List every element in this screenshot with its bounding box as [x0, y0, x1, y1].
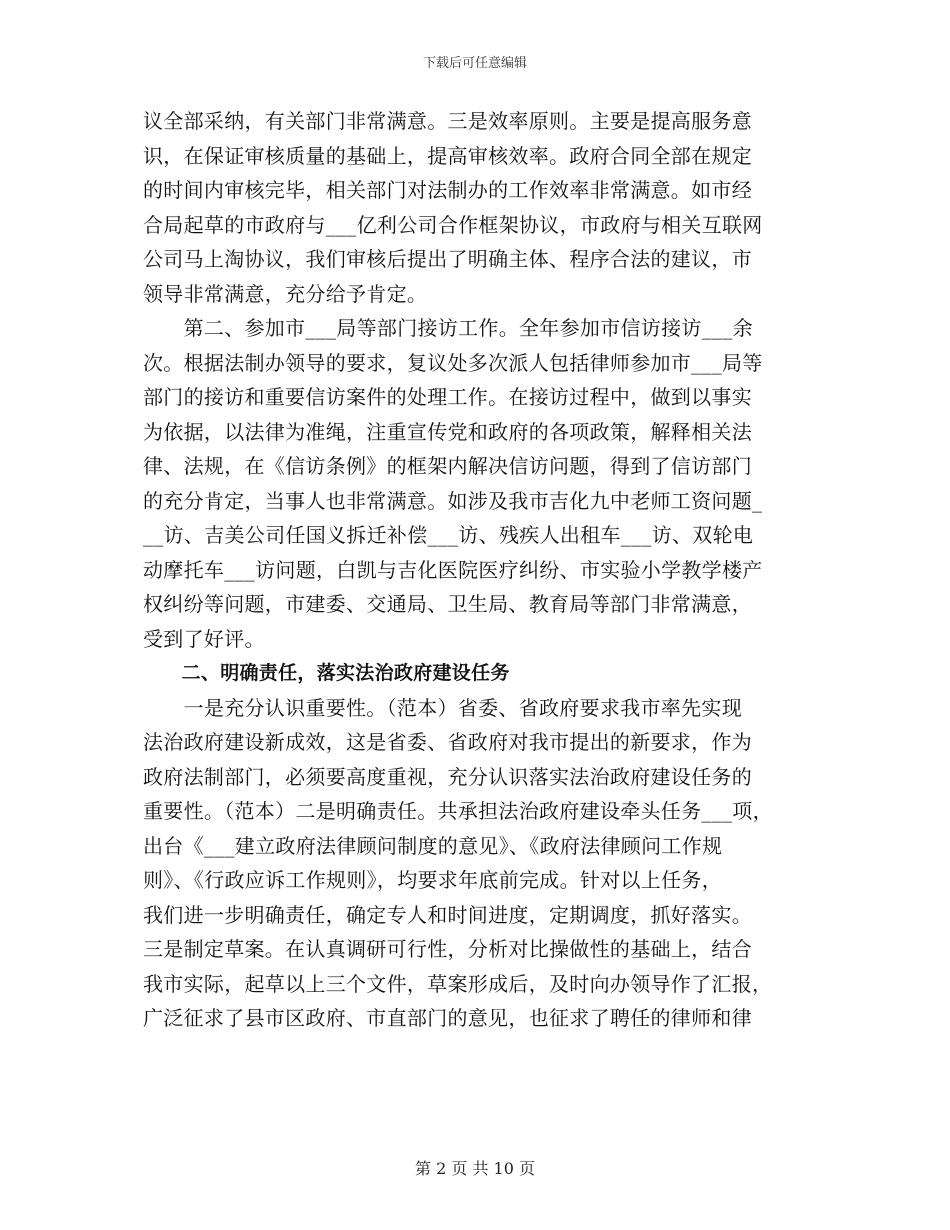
paragraph-line: 三是制定草案。在认真调研可行性，分析对比操做性的基础上，结合 [143, 937, 752, 961]
paragraph-line: 权纠纷等问题，市建委、交通局、卫生局、教育局等部门非常满意， [143, 592, 752, 616]
paragraph-line: 的充分肯定，当事人也非常满意。如涉及我市吉化九中老师工资问题_ [143, 488, 763, 513]
paragraph-line: 识，在保证审核质量的基础上，提高审核效率。政府合同全部在规定 [143, 143, 752, 168]
paragraph-line: 出台《___建立政府法律顾问制度的意见》、《政府法律顾问工作规 [143, 833, 723, 858]
paragraph-line: 次。根据法制办领导的要求，复议处多次派人包括律师参加市___局等 [143, 350, 763, 375]
paragraph-line: 领导非常满意，充分给予肯定。 [143, 281, 428, 306]
paragraph-line: 的时间内审核完毕，相关部门对法制办的工作效率非常满意。如市经 [143, 178, 752, 202]
paragraph-line: 议全部采纳，有关部门非常满意。三是效率原则。主要是提高服务意 [143, 109, 752, 133]
paragraph-line: 公司马上淘协议，我们审核后提出了明确主体、程序合法的建议，市 [143, 247, 752, 271]
paragraph-line: 重要性。（范本）二是明确责任。共承担法治政府建设牵头任务___项， [143, 799, 773, 823]
paragraph-line: 动摩托车___访问题，白凯与吉化医院医疗纠纷、市实验小学教学楼产 [143, 557, 763, 582]
paragraph-line: 我们进一步明确责任，确定专人和时间进度，定期调度，抓好落实。 [143, 902, 752, 927]
paragraph-line: 部门的接访和重要信访案件的处理工作。在接访过程中，做到以事实 [143, 385, 752, 409]
paragraph-line: 律、法规，在《信访条例》的框架内解决信访问题，得到了信访部门 [143, 454, 752, 478]
paragraph-line: 合局起草的市政府与___亿利公司合作框架协议，市政府与相关互联网 [143, 212, 763, 237]
paragraph-line: 我市实际，起草以上三个文件，草案形成后，及时向办领导作了汇报， [143, 971, 773, 996]
page-header: 下载后可任意编辑 [422, 56, 527, 71]
section-heading: 二、明确责任，落实法治政府建设任务 [143, 662, 510, 684]
paragraph-line: 为依据，以法律为准绳，注重宣传党和政府的各项政策，解释相关法 [143, 419, 752, 444]
paragraph-line: 广泛征求了县市区政府、市直部门的意见，也征求了聘任的律师和律 [143, 1006, 752, 1030]
paragraph-line: 则》、《行政应诉工作规则》，均要求年底前完成。针对以上任务， [143, 868, 722, 892]
document-body [143, 104, 823, 1036]
paragraph-line: __访、吉美公司任国义拆迁补偿___访、残疾人出租车___访、双轮电 [143, 523, 754, 547]
paragraph-line: 政府法制部门，必须要高度重视，充分认识落实法治政府建设任务的 [143, 764, 752, 789]
paragraph-line: 一是充分认识重要性。（范本）省委、省政府要求我市率先实现 [143, 695, 742, 720]
paragraph-line: 第二、参加市___局等部门接访工作。全年参加市信访接访___余 [143, 316, 753, 340]
paragraph-line: 法治政府建设新成效，这是省委、省政府对我市提出的新要求，作为 [143, 730, 752, 754]
page-number-footer: 第 2 页 共 10 页 [415, 1159, 535, 1178]
paragraph-line: 受到了好评。 [143, 626, 265, 651]
